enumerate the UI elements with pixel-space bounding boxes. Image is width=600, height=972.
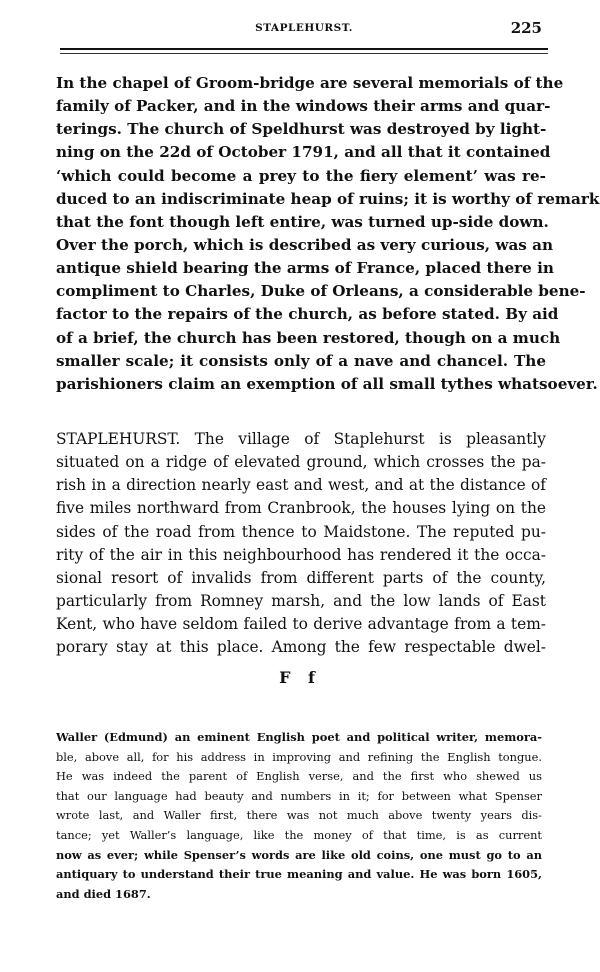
footnote-line: and died 1687. xyxy=(56,886,151,901)
text-line: sional resort of invalids from different parts of the county, xyxy=(56,568,546,587)
footnote-line: tance; yet Waller’s language, like the money of that time, is as current xyxy=(56,827,542,842)
text-line: compliment to Charles, Duke of Orleans, a considerable bene- xyxy=(56,282,586,301)
text-line: five miles northward from Cranbrook, the houses lying on the xyxy=(56,499,546,518)
text-line: rity of the air in this neighbourhood has rendered it the occa- xyxy=(56,545,546,564)
footnote xyxy=(56,728,542,904)
running-title: STAPLEHURST. xyxy=(255,22,353,34)
text-line: situated on a ridge of elevated ground, which crosses the pa- xyxy=(56,453,546,472)
text-line: In the chapel of Groom-bridge are several memorials of the xyxy=(56,74,564,92)
footnote-line: He was indeed the parent of English verse, and the first who shewed us xyxy=(56,769,542,784)
page-number: 225 xyxy=(510,19,542,37)
text-line: Over the porch, which is described as very curious, was an xyxy=(56,235,554,254)
footnote-line: antiquary to understand their true meaning and value. He was born 1605, xyxy=(56,867,542,882)
text-line: STAPLEHURST. The village of Staplehurst is pleasantly xyxy=(56,430,546,448)
text-line: antique shield bearing the arms of France, placed there in xyxy=(56,259,554,278)
header-rule-thin xyxy=(60,53,548,54)
text-line: of a brief, the church has been restored, though on a much xyxy=(56,328,561,347)
text-line: sides of the road from thence to Maidstone. The reputed pu- xyxy=(56,522,546,541)
text-line: ‘which could become a prey to the fiery element’ was re- xyxy=(56,166,546,185)
text-line: duced to an indiscriminate heap of ruins; it is worthy of remark xyxy=(56,189,600,208)
text-line: that the font though left entire, was turned up-side down. xyxy=(56,212,549,231)
text-line: particularly from Romney marsh, and the low lands of East xyxy=(56,591,546,610)
text-line: family of Packer, and in the windows their arms and quar- xyxy=(56,97,551,116)
header-rule xyxy=(60,48,548,50)
text-line: smaller scale; it consists only of a nave and chancel. The xyxy=(56,351,546,370)
text-line: rish in a direction nearly east and west, and at the distance of xyxy=(56,476,546,495)
paragraph-groombridge xyxy=(56,72,600,396)
footnote-line: that our language had beauty and numbers in it; for between what Spenser xyxy=(56,788,542,803)
footnote-line: now as ever; while Spenser’s words are like old coins, one must go to an xyxy=(56,847,542,862)
footnote-line: ble, above all, for his address in improving and refining the English tongue. xyxy=(56,749,542,764)
text-line: terings. The church of Speldhurst was destroyed by light- xyxy=(56,120,547,139)
paragraph-staplehurst xyxy=(56,428,546,659)
footnote-line: Waller (Edmund) an eminent English poet and political writer, memora- xyxy=(56,730,542,744)
running-head xyxy=(60,19,548,42)
text-line: ning on the 22d of October 1791, and all that it contained xyxy=(56,143,551,162)
text-line: parishioners claim an exemption of all small tythes whatsoever. xyxy=(56,374,598,393)
text-line: Kent, who have seldom failed to derive advantage from a tem- xyxy=(56,615,546,634)
text-line: porary stay at this place. Among the few respectable dwel- xyxy=(56,638,546,657)
signature-mark: F f xyxy=(279,668,321,687)
footnote-line: wrote last, and Waller first, there was not much above twenty years dis- xyxy=(56,808,542,823)
text-line: factor to the repairs of the church, as before stated. By aid xyxy=(56,305,559,324)
